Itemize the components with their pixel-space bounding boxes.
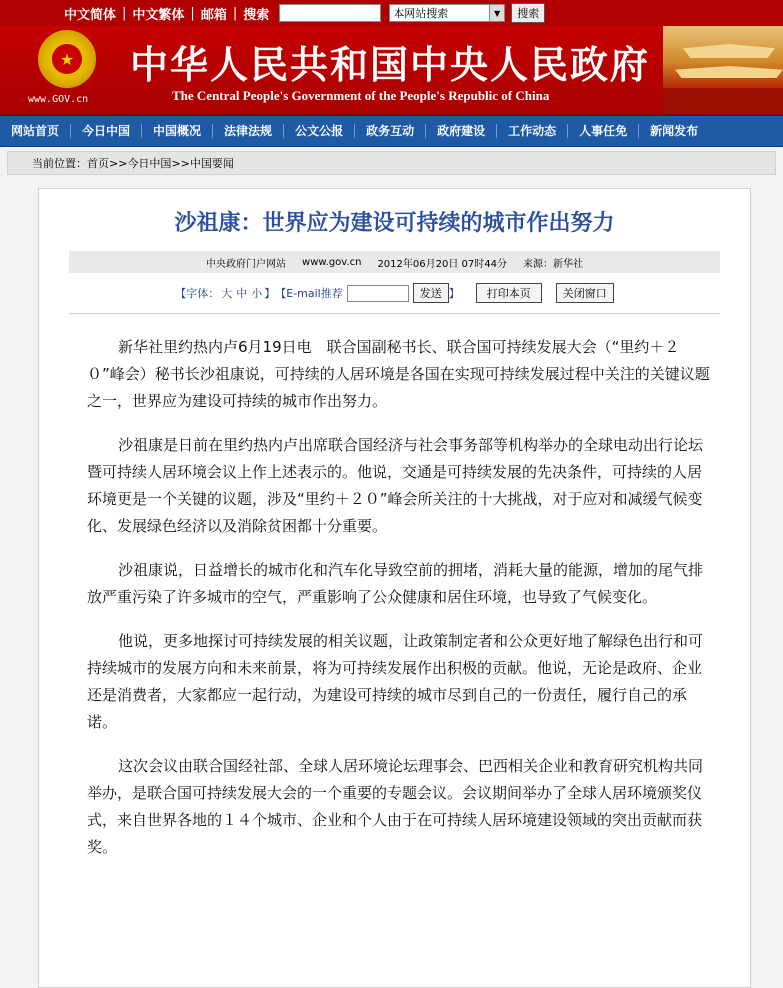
nav-home[interactable]: 网站首页 [0,124,71,138]
roof-shape [675,66,783,78]
font-size-label: 【字体： [175,287,220,300]
link-mailbox[interactable]: 邮箱 [200,7,227,23]
article-body [87,334,710,861]
meta-source: 来源：新华社 [522,258,583,270]
site-title-en: The Central People's Government of the People's Republic of China [172,88,550,103]
nav-laws[interactable]: 法律法规 [213,124,284,138]
print-button[interactable]: 打印本页 [476,283,542,303]
close-window-button[interactable]: 关闭窗口 [556,283,614,303]
email-label: 【E-mail推荐 [275,287,343,300]
article-tools [39,283,750,303]
paragraph: 他说，更多地探讨可持续发展的相关议题，让政策制定者和公众更好地了解绿色出行和可持续城市的发展方向和未来前景，将为可持续发展作出积极的贡献。他说，无论是政府、企业还是消费者，大家都应一起行动，为建设可持续的城市尽到自己的一份责任，履行自己的承诺。 [87,632,704,731]
article-panel [38,188,751,988]
separator: | [190,5,195,21]
article-meta [69,251,720,273]
meta-url: www.gov.cn [302,256,362,268]
nav-interaction[interactable]: 政务互动 [355,124,426,138]
breadcrumb-china-news[interactable]: 中国要闻 [189,157,234,170]
font-large-link[interactable]: 大 [221,287,233,300]
breadcrumb [7,151,776,175]
nav-work-news[interactable]: 工作动态 [497,124,568,138]
paragraph: 新华社里约热内卢6月19日电 联合国副秘书长、联合国可持续发展大会（“里约＋２０”峰会）秘书长沙祖康说，可持续的人居环境是各国在实现可持续发展过程中关注的关键议题之一，世界应为建设可持续的城市作出努力。 [87,338,710,410]
wall-shape [663,88,783,114]
nav-documents[interactable]: 公文公报 [284,124,355,138]
nav-china-overview[interactable]: 中国概况 [142,124,213,138]
nav-gov-building[interactable]: 政府建设 [426,124,497,138]
top-utility-bar [0,0,783,26]
paragraph: 沙祖康说，日益增长的城市化和汽车化导致空前的拥堵，消耗大量的能源，增加的尾气排放严重污染了许多城市的空气，严重影响了公众健康和居住环境，也导致了气候变化。 [87,561,704,606]
breadcrumb-sep: >> [109,156,128,170]
search-scope-value: 本网站搜索 [393,7,449,20]
separator: | [232,5,238,21]
search-input[interactable] [279,4,381,22]
breadcrumb-home[interactable]: 首页 [87,157,109,170]
nav-press[interactable]: 新闻发布 [650,124,699,138]
article-title: 沙祖康：世界应为建设可持续的城市作出努力 [174,210,615,236]
email-input[interactable] [347,285,409,302]
nav-appointments[interactable]: 人事任免 [568,124,639,138]
site-title-cn: 中华人民共和国中央人民政府 [130,42,651,87]
paragraph: 沙祖康是日前在里约热内卢出席联合国经济与社会事务部等机构举办的全球电动出行论坛暨可持续人居环境会议上作上述表示的。他说，交通是可持续发展的先决条件，可持续的人居环境更是一个关键的议题，涉及“里约＋２０”峰会所关注的十大挑战，对于应对和减缓气候变化、发展绿色经济以及消除贫困都十分重要。 [87,436,704,535]
meta-datetime: 2012年06月20日 07时44分 [377,258,507,270]
search-button[interactable]: 搜索 [511,3,545,23]
main-nav [0,116,783,147]
site-mark: www.GOV.cn [28,94,89,105]
star-icon: ★ [52,44,82,74]
breadcrumb-sep: >> [171,156,190,170]
roof-shape [683,44,775,58]
breadcrumb-label: 当前位置： [32,157,87,170]
search-scope-select[interactable] [389,4,505,22]
paragraph: 这次会议由联合国经社部、全球人居环境论坛理事会、巴西相关企业和教育研究机构共同举办，是联合国可持续发展大会的一个重要的专题会议。会议期间举办了全球人居环境颁奖仪式，来自世界各地的１４个城市、企业和个人由于在可持续人居环境建设领域的突出贡献而获奖。 [87,757,704,856]
tiananmen-image [663,26,783,114]
email-end: 】 [448,287,460,300]
send-button[interactable]: 发送 [413,283,449,303]
link-simplified-chinese[interactable]: 中文简体 [64,7,117,23]
site-banner [0,26,783,116]
separator: | [122,5,127,21]
national-emblem-icon[interactable] [38,30,96,88]
font-size-end: 】 [264,287,276,300]
link-traditional-chinese[interactable]: 中文繁体 [132,7,185,23]
divider [69,313,720,314]
font-medium-link[interactable]: 中 [236,287,248,300]
nav-today-china[interactable]: 今日中国 [71,124,142,138]
meta-site: 中央政府门户网站 [206,258,287,270]
font-small-link[interactable]: 小 [251,287,263,300]
search-label: 搜索 [243,7,270,23]
chevron-down-icon: ▼ [489,5,504,21]
breadcrumb-today-china[interactable]: 今日中国 [127,157,172,170]
